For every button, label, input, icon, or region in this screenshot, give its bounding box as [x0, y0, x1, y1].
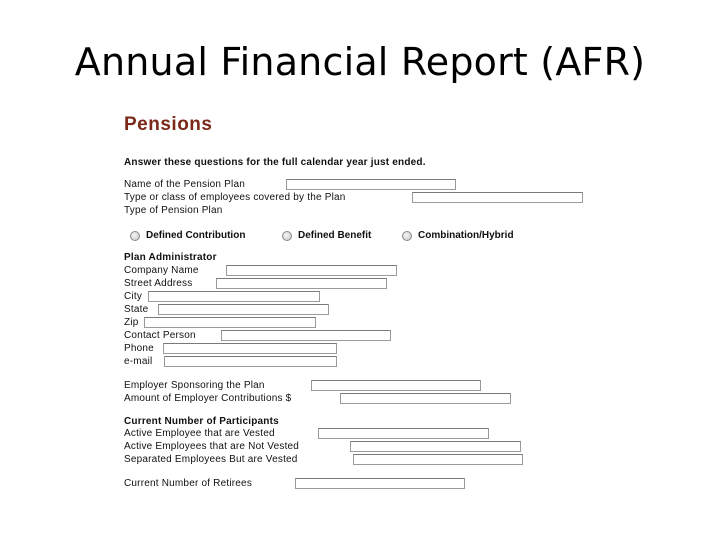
employee-class-field[interactable] — [412, 192, 583, 203]
pension-form-screenshot — [118, 112, 598, 496]
radio-defined-benefit-label: Defined Benefit — [298, 230, 372, 241]
employee-class-label: Type or class of employees covered by the Plan — [124, 192, 346, 203]
plan-type-label: Type of Pension Plan — [124, 205, 223, 216]
company-name-field[interactable] — [226, 265, 397, 276]
city-field[interactable] — [148, 291, 320, 302]
form-instructions: Answer these questions for the full calendar year just ended. — [124, 157, 426, 168]
radio-defined-benefit[interactable] — [282, 230, 371, 241]
state-field[interactable] — [158, 304, 329, 315]
employer-sponsoring-field[interactable] — [311, 380, 481, 391]
email-label: e-mail — [124, 356, 153, 367]
email-field[interactable] — [164, 356, 337, 367]
city-label: City — [124, 291, 143, 302]
radio-button-icon[interactable] — [130, 231, 140, 241]
not-vested-field[interactable] — [350, 441, 521, 452]
employer-contributions-label: Amount of Employer Contributions $ — [124, 393, 292, 404]
radio-button-icon[interactable] — [402, 231, 412, 241]
participants-heading: Current Number of Participants — [124, 416, 279, 427]
retirees-label: Current Number of Retirees — [124, 478, 253, 489]
state-label: State — [124, 304, 149, 315]
radio-combination-hybrid[interactable] — [402, 230, 514, 241]
vested-field[interactable] — [318, 428, 489, 439]
street-address-label: Street Address — [124, 278, 193, 289]
plan-name-field[interactable] — [286, 179, 456, 190]
retirees-field[interactable] — [295, 478, 465, 489]
zip-label: Zip — [124, 317, 139, 328]
employer-sponsoring-label: Employer Sponsoring the Plan — [124, 380, 265, 391]
company-name-label: Company Name — [124, 265, 199, 276]
separated-vested-label: Separated Employees But are Vested — [124, 454, 298, 465]
radio-defined-contribution-label: Defined Contribution — [146, 230, 246, 241]
phone-label: Phone — [124, 343, 154, 354]
employer-contributions-field[interactable] — [340, 393, 511, 404]
slide-title: Annual Financial Report (AFR) — [74, 40, 646, 84]
plan-administrator-heading: Plan Administrator — [124, 252, 217, 263]
separated-vested-field[interactable] — [353, 454, 523, 465]
phone-field[interactable] — [163, 343, 337, 354]
contact-person-label: Contact Person — [124, 330, 196, 341]
radio-combination-hybrid-label: Combination/Hybrid — [418, 230, 514, 241]
not-vested-label: Active Employees that are Not Vested — [124, 441, 300, 452]
radio-button-icon[interactable] — [282, 231, 292, 241]
street-address-field[interactable] — [216, 278, 387, 289]
zip-field[interactable] — [144, 317, 316, 328]
contact-person-field[interactable] — [221, 330, 391, 341]
radio-defined-contribution[interactable] — [130, 230, 245, 241]
plan-name-label: Name of the Pension Plan — [124, 179, 245, 190]
vested-label: Active Employee that are Vested — [124, 428, 275, 439]
form-heading: Pensions — [124, 114, 213, 135]
